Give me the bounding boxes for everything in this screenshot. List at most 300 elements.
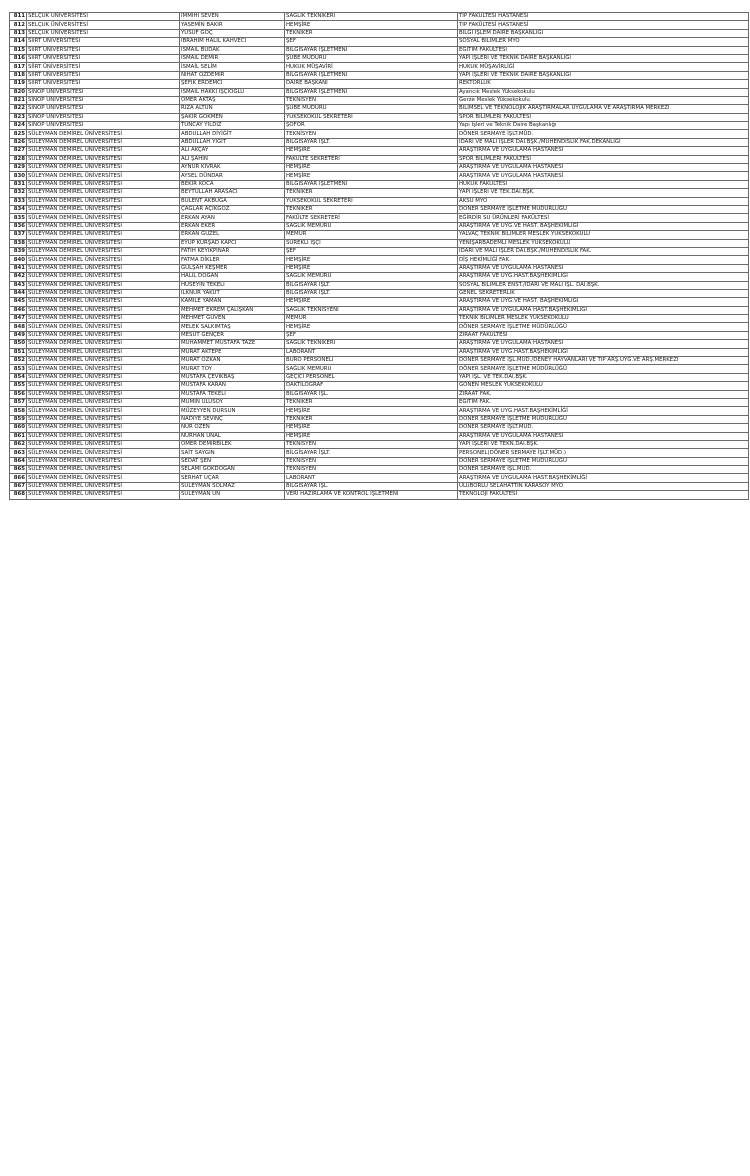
- title-cell: BİLGİSAYAR İŞLT.: [285, 449, 458, 457]
- table-row: [10, 88, 749, 96]
- university-cell: SELÇUK ÜNİVERSİTESİ: [27, 13, 180, 21]
- person-name-cell: SERHAT UÇAR: [180, 474, 285, 482]
- unit-cell: ARAŞTIRMA VE UYGULAMA HASTANESİ: [458, 432, 749, 440]
- unit-cell: EĞİRDİR SU ÜRÜNLERİ FAKÜLTESİ: [458, 214, 749, 222]
- title-cell: ŞOFÖR: [285, 122, 458, 130]
- table-body: [10, 13, 749, 500]
- table-row: [10, 281, 749, 289]
- row-number: 866: [10, 474, 27, 482]
- row-number: 850: [10, 340, 27, 348]
- table-row: [10, 105, 749, 113]
- unit-cell: SPOR BİLİMLERİ FAKÜLTESİ: [458, 113, 749, 121]
- unit-cell: ZİRAAT FAK.: [458, 390, 749, 398]
- university-cell: SÜLEYMAN DEMİREL ÜNİVERSİTESİ: [27, 323, 180, 331]
- title-cell: GEÇİCİ PERSONEL: [285, 373, 458, 381]
- row-number: 840: [10, 256, 27, 264]
- table-row: [10, 130, 749, 138]
- table-row: [10, 474, 749, 482]
- person-name-cell: İBRAHİM HALİL KAHVECİ: [180, 38, 285, 46]
- row-number: 831: [10, 180, 27, 188]
- unit-cell: Yapı İşleri ve Teknik Daire Başkanlığı: [458, 122, 749, 130]
- university-cell: SÜLEYMAN DEMİREL ÜNİVERSİTESİ: [27, 222, 180, 230]
- title-cell: FAKÜLTE SEKRETERİ: [285, 155, 458, 163]
- university-cell: SÜLEYMAN DEMİREL ÜNİVERSİTESİ: [27, 289, 180, 297]
- table-row: [10, 315, 749, 323]
- university-cell: SİNOP ÜNİVERSİTESİ: [27, 105, 180, 113]
- unit-cell: TEKNOLOJİ FAKÜLTESİ: [458, 491, 749, 499]
- person-name-cell: TUNCAY YILDIZ: [180, 122, 285, 130]
- row-number: 852: [10, 357, 27, 365]
- table-row: [10, 357, 749, 365]
- table-row: [10, 440, 749, 448]
- table-row: [10, 205, 749, 213]
- unit-cell: EĞİTİM FAKÜLTESİ: [458, 46, 749, 54]
- table-row: [10, 306, 749, 314]
- person-name-cell: MURAT ÖZKAN: [180, 357, 285, 365]
- table-row: [10, 273, 749, 281]
- university-cell: SÜLEYMAN DEMİREL ÜNİVERSİTESİ: [27, 382, 180, 390]
- row-number: 861: [10, 432, 27, 440]
- person-name-cell: MÜMİN ULUSOY: [180, 398, 285, 406]
- table-row: [10, 247, 749, 255]
- university-cell: SÜLEYMAN DEMİREL ÜNİVERSİTESİ: [27, 189, 180, 197]
- table-row: [10, 147, 749, 155]
- table-row: [10, 390, 749, 398]
- university-cell: SÜLEYMAN DEMİREL ÜNİVERSİTESİ: [27, 231, 180, 239]
- unit-cell: DÖNER SERMAYE İŞLETME MÜDÜRLÜĞÜ: [458, 457, 749, 465]
- table-row: [10, 13, 749, 21]
- university-cell: SÜLEYMAN DEMİREL ÜNİVERSİTESİ: [27, 138, 180, 146]
- university-cell: SÜLEYMAN DEMİREL ÜNİVERSİTESİ: [27, 398, 180, 406]
- row-number: 860: [10, 424, 27, 432]
- unit-cell: Ayancık Meslek Yüksekokulu: [458, 88, 749, 96]
- university-cell: SÜLEYMAN DEMİREL ÜNİVERSİTESİ: [27, 205, 180, 213]
- row-number: 857: [10, 398, 27, 406]
- unit-cell: EĞİTİM FAK.: [458, 398, 749, 406]
- person-name-cell: ÖMER AKTAŞ: [180, 96, 285, 104]
- unit-cell: ARAŞTIRMA VE UYGULAMA HASTANESİ: [458, 264, 749, 272]
- title-cell: LABORANT: [285, 348, 458, 356]
- unit-cell: PERSONEL(DÖNER SERMAYE İŞLT.MÜD.): [458, 449, 749, 457]
- unit-cell: YENİŞARBADEMLİ MESLEK YÜKSEKOKULU: [458, 239, 749, 247]
- university-cell: SÜLEYMAN DEMİREL ÜNİVERSİTESİ: [27, 197, 180, 205]
- person-name-cell: NİHAT ÖZDEMİR: [180, 71, 285, 79]
- row-number: 859: [10, 415, 27, 423]
- title-cell: MEMUR: [285, 315, 458, 323]
- unit-cell: YAPI İŞLERİ VE TEKNİK DAİRE BAŞKANLIĞI: [458, 54, 749, 62]
- person-name-cell: BEKİR KOCA: [180, 180, 285, 188]
- table-row: [10, 466, 749, 474]
- title-cell: TEKNİSYEN: [285, 130, 458, 138]
- unit-cell: YAPI İŞLERİ VE TEK.DAİ.BŞK.: [458, 189, 749, 197]
- university-cell: SÜLEYMAN DEMİREL ÜNİVERSİTESİ: [27, 457, 180, 465]
- person-name-cell: SELAMİ GÖKDOĞAN: [180, 466, 285, 474]
- table-row: [10, 264, 749, 272]
- person-name-cell: NADİYE SEVİNÇ: [180, 415, 285, 423]
- row-number: 822: [10, 105, 27, 113]
- row-number: 851: [10, 348, 27, 356]
- row-number: 867: [10, 482, 27, 490]
- university-cell: SÜLEYMAN DEMİREL ÜNİVERSİTESİ: [27, 130, 180, 138]
- title-cell: HEMŞİRE: [285, 172, 458, 180]
- person-name-cell: ERKAN AYAN: [180, 214, 285, 222]
- title-cell: BİLGİSAYAR İŞLETMENİ: [285, 180, 458, 188]
- person-name-cell: AYNUR KIVRAK: [180, 164, 285, 172]
- table-row: [10, 29, 749, 37]
- person-name-cell: FATİH KEYİKPINAR: [180, 247, 285, 255]
- unit-cell: BİLİMSEL VE TEKNOLOJİK ARAŞTIRMALAR UYGULAMA VE ARAŞTIRMA MERKEZİ: [458, 105, 749, 113]
- table-row: [10, 71, 749, 79]
- university-cell: SİNOP ÜNİVERSİTESİ: [27, 113, 180, 121]
- row-number: 811: [10, 13, 27, 21]
- unit-cell: DÖNER SERMAYE İŞLT.MÜD.: [458, 130, 749, 138]
- row-number: 853: [10, 365, 27, 373]
- person-name-cell: İSMAİL SELİM: [180, 63, 285, 71]
- title-cell: SAĞLIK MEMURU: [285, 222, 458, 230]
- title-cell: SAĞLIK TEKNİKERİ: [285, 340, 458, 348]
- university-cell: SÜLEYMAN DEMİREL ÜNİVERSİTESİ: [27, 315, 180, 323]
- title-cell: VERİ HAZIRLAMA VE KONTROL İŞLETMENİ: [285, 491, 458, 499]
- table-row: [10, 214, 749, 222]
- row-number: 863: [10, 449, 27, 457]
- title-cell: HEMŞİRE: [285, 164, 458, 172]
- person-name-cell: HALİL DOĞAN: [180, 273, 285, 281]
- university-cell: SÜLEYMAN DEMİREL ÜNİVERSİTESİ: [27, 474, 180, 482]
- table-row: [10, 180, 749, 188]
- person-name-cell: NUR ÖZEN: [180, 424, 285, 432]
- title-cell: TEKNİSYEN: [285, 457, 458, 465]
- title-cell: HEMŞİRE: [285, 323, 458, 331]
- title-cell: SAĞLIK MEMURU: [285, 365, 458, 373]
- row-number: 845: [10, 298, 27, 306]
- table-row: [10, 348, 749, 356]
- row-number: 856: [10, 390, 27, 398]
- university-cell: SÜLEYMAN DEMİREL ÜNİVERSİTESİ: [27, 449, 180, 457]
- table-row: [10, 80, 749, 88]
- unit-cell: GÖNEN MESLEK YÜKSEKOKULU: [458, 382, 749, 390]
- university-cell: SÜLEYMAN DEMİREL ÜNİVERSİTESİ: [27, 155, 180, 163]
- title-cell: ŞEF: [285, 331, 458, 339]
- person-name-cell: İMMİHİ SEVEN: [180, 13, 285, 21]
- university-cell: SÜLEYMAN DEMİREL ÜNİVERSİTESİ: [27, 247, 180, 255]
- university-cell: SİNOP ÜNİVERSİTESİ: [27, 122, 180, 130]
- unit-cell: DÖNER SERMAYE İŞL.MÜD./DENEY HAYVANLARI VE TIP ARŞ.UYG.VE ARŞ.MERKEZİ: [458, 357, 749, 365]
- unit-cell: DÖNER SERMAYE İŞLETME MÜDÜRLÜĞÜ: [458, 415, 749, 423]
- title-cell: YÜKSEKOKUL SEKRETERİ: [285, 197, 458, 205]
- table-row: [10, 407, 749, 415]
- title-cell: BİLGİSAYAR İŞLT.: [285, 281, 458, 289]
- university-cell: SÜLEYMAN DEMİREL ÜNİVERSİTESİ: [27, 440, 180, 448]
- person-name-cell: ŞEFİK ERDEMCİ: [180, 80, 285, 88]
- university-cell: SÜLEYMAN DEMİREL ÜNİVERSİTESİ: [27, 256, 180, 264]
- unit-cell: DÖNER SERMAYE İŞLETME MÜDÜRLÜĞÜ: [458, 205, 749, 213]
- person-name-cell: SÜLEYMAN SOLMAZ: [180, 482, 285, 490]
- title-cell: BİLGİSAYAR İŞLETMENİ: [285, 46, 458, 54]
- person-name-cell: MUSTAFA KARAN: [180, 382, 285, 390]
- row-number: 842: [10, 273, 27, 281]
- university-cell: SÜLEYMAN DEMİREL ÜNİVERSİTESİ: [27, 348, 180, 356]
- unit-cell: ARAŞTIRMA VE UYG.VE HAST. BAŞHEKİMLİĞİ: [458, 298, 749, 306]
- title-cell: BİLGİSAYAR İŞL.: [285, 390, 458, 398]
- title-cell: SAĞLIK TEKNİSYENİ: [285, 306, 458, 314]
- university-cell: SÜLEYMAN DEMİREL ÜNİVERSİTESİ: [27, 239, 180, 247]
- title-cell: HEMŞİRE: [285, 298, 458, 306]
- row-number: 848: [10, 323, 27, 331]
- person-name-cell: NURHAN ÜNAL: [180, 432, 285, 440]
- person-name-cell: İSMAİL HAKKI İŞÇİOĞLU: [180, 88, 285, 96]
- unit-cell: ARAŞTIRMA VE UYGULAMA HASTANESİ: [458, 164, 749, 172]
- unit-cell: ARAŞTIRMA VE UYGULAMA HAST.BAŞHEKİMLİĞİ: [458, 306, 749, 314]
- title-cell: BİLGİSAYAR İŞL.: [285, 482, 458, 490]
- person-name-cell: SEDAT ŞEN: [180, 457, 285, 465]
- table-row: [10, 331, 749, 339]
- unit-cell: DÖNER SERMAYE İŞLETME MÜDÜRLÜĞÜ: [458, 365, 749, 373]
- person-name-cell: YUSUF GÖÇ: [180, 29, 285, 37]
- row-number: 826: [10, 138, 27, 146]
- unit-cell: ARAŞTIRMA VE UYGULAMA HASTANESİ: [458, 340, 749, 348]
- row-number: 821: [10, 96, 27, 104]
- title-cell: BÜRO PERSONELİ: [285, 357, 458, 365]
- title-cell: BİLGİSAYAR İŞLETMENİ: [285, 88, 458, 96]
- title-cell: ŞUBE MÜDÜRÜ: [285, 105, 458, 113]
- person-name-cell: İLKNUR YAKUT: [180, 289, 285, 297]
- title-cell: HEMŞİRE: [285, 21, 458, 29]
- table-row: [10, 63, 749, 71]
- person-name-cell: AYSEL DÜNDAR: [180, 172, 285, 180]
- title-cell: TEKNİKER: [285, 189, 458, 197]
- title-cell: HEMŞİRE: [285, 407, 458, 415]
- unit-cell: HUKUK MÜŞAVİRLİĞİ: [458, 63, 749, 71]
- title-cell: ŞEF: [285, 38, 458, 46]
- unit-cell: İDARİ VE MALİ İŞLER DAİ.BŞK./MÜHENDİSLİK FAK.: [458, 247, 749, 255]
- unit-cell: ARAŞTIRMA VE UYG.HAST.BAŞHEKİMLİĞİ: [458, 273, 749, 281]
- row-number: 816: [10, 54, 27, 62]
- unit-cell: TEKNİK BİLİMLER MESLEK YÜKSEKOKULU: [458, 315, 749, 323]
- table-row: [10, 373, 749, 381]
- university-cell: SÜLEYMAN DEMİREL ÜNİVERSİTESİ: [27, 281, 180, 289]
- table-row: [10, 298, 749, 306]
- unit-cell: ULUBORLU SELAHATTİN KARASOY MYO: [458, 482, 749, 490]
- unit-cell: ZİRAAT FAKÜLTESİ: [458, 331, 749, 339]
- person-name-cell: KAMİLE YAMAN: [180, 298, 285, 306]
- person-name-cell: MUSTAFA ÇEVİKBAŞ: [180, 373, 285, 381]
- unit-cell: GENEL SEKRETERLİK: [458, 289, 749, 297]
- row-number: 841: [10, 264, 27, 272]
- table-row: [10, 155, 749, 163]
- university-cell: SÜLEYMAN DEMİREL ÜNİVERSİTESİ: [27, 491, 180, 499]
- person-name-cell: FATMA DİKLER: [180, 256, 285, 264]
- table-row: [10, 239, 749, 247]
- person-name-cell: İSMAİL DEMİR: [180, 54, 285, 62]
- title-cell: BİLGİSAYAR İŞLT.: [285, 289, 458, 297]
- university-cell: SİİRT ÜNİVERSİTESİ: [27, 80, 180, 88]
- title-cell: SAĞLIK MEMURU: [285, 273, 458, 281]
- person-name-cell: ÇAĞLAR AÇIKGÖZ: [180, 205, 285, 213]
- row-number: 830: [10, 172, 27, 180]
- title-cell: SAĞLIK TEKNİKERİ: [285, 13, 458, 21]
- row-number: 820: [10, 88, 27, 96]
- unit-cell: TIP FAKÜLTESİ HASTANESİ: [458, 21, 749, 29]
- title-cell: LABORANT: [285, 474, 458, 482]
- title-cell: SÜREKLİ İŞÇİ: [285, 239, 458, 247]
- title-cell: TEKNİKER: [285, 398, 458, 406]
- university-cell: SÜLEYMAN DEMİREL ÜNİVERSİTESİ: [27, 424, 180, 432]
- row-number: 839: [10, 247, 27, 255]
- unit-cell: SPOR BİLİMLERİ FAKÜLTESİ: [458, 155, 749, 163]
- title-cell: DAKTİLOGRAF: [285, 382, 458, 390]
- university-cell: SİİRT ÜNİVERSİTESİ: [27, 46, 180, 54]
- row-number: 837: [10, 231, 27, 239]
- title-cell: MEMUR: [285, 231, 458, 239]
- row-number: 827: [10, 147, 27, 155]
- row-number: 812: [10, 21, 27, 29]
- row-number: 819: [10, 80, 27, 88]
- unit-cell: İDARİ VE MALİ İŞLER DAİ.BŞK./MÜHENDİSLİK FAK.DEKANLIĞI: [458, 138, 749, 146]
- table-row: [10, 38, 749, 46]
- university-cell: SÜLEYMAN DEMİREL ÜNİVERSİTESİ: [27, 331, 180, 339]
- table-row: [10, 323, 749, 331]
- university-cell: SÜLEYMAN DEMİREL ÜNİVERSİTESİ: [27, 273, 180, 281]
- table-row: [10, 432, 749, 440]
- table-row: [10, 21, 749, 29]
- university-cell: SÜLEYMAN DEMİREL ÜNİVERSİTESİ: [27, 415, 180, 423]
- title-cell: TEKNİSYEN: [285, 440, 458, 448]
- unit-cell: ARAŞTIRMA VE UYG.HAST.BAŞHEKİMLİĞİ: [458, 407, 749, 415]
- table-row: [10, 256, 749, 264]
- row-number: 824: [10, 122, 27, 130]
- person-name-cell: MUSTAFA TEKELİ: [180, 390, 285, 398]
- person-name-cell: MELEK SALKIMTAŞ: [180, 323, 285, 331]
- row-number: 823: [10, 113, 27, 121]
- table-row: [10, 96, 749, 104]
- unit-cell: YALVAÇ TEKNİK BİLİMLER MESLEK YÜKSEKOKULU: [458, 231, 749, 239]
- unit-cell: SOSYAL BİLİMLER ENST./İDARİ VE MALİ İŞL. DAİ.BŞK.: [458, 281, 749, 289]
- row-number: 847: [10, 315, 27, 323]
- unit-cell: TIP FAKÜLTESİ HASTANESİ: [458, 13, 749, 21]
- row-number: 865: [10, 466, 27, 474]
- unit-cell: ARAŞTIRMA VE UYGULAMA HAST.BAŞHEKİMLİĞİ: [458, 474, 749, 482]
- unit-cell: Gerze Meslek Yüksekokulu: [458, 96, 749, 104]
- row-number: 858: [10, 407, 27, 415]
- university-cell: SÜLEYMAN DEMİREL ÜNİVERSİTESİ: [27, 482, 180, 490]
- title-cell: TEKNİKER: [285, 205, 458, 213]
- person-name-cell: MUHAMMET MUSTAFA TAZE: [180, 340, 285, 348]
- row-number: 832: [10, 189, 27, 197]
- row-number: 849: [10, 331, 27, 339]
- university-cell: SİİRT ÜNİVERSİTESİ: [27, 54, 180, 62]
- table-row: [10, 54, 749, 62]
- row-number: 844: [10, 289, 27, 297]
- table-row: [10, 365, 749, 373]
- table-row: [10, 138, 749, 146]
- table-row: [10, 164, 749, 172]
- university-cell: SÜLEYMAN DEMİREL ÜNİVERSİTESİ: [27, 407, 180, 415]
- row-number: 833: [10, 197, 27, 205]
- unit-cell: DÖNER SERMAYE İŞL.MÜD.: [458, 466, 749, 474]
- unit-cell: YAPI İŞLERİ VE TEKN.DAİ.BŞK.: [458, 440, 749, 448]
- row-number: 818: [10, 71, 27, 79]
- row-number: 868: [10, 491, 27, 499]
- university-cell: SÜLEYMAN DEMİREL ÜNİVERSİTESİ: [27, 357, 180, 365]
- table-row: [10, 172, 749, 180]
- university-cell: SÜLEYMAN DEMİREL ÜNİVERSİTESİ: [27, 432, 180, 440]
- unit-cell: SOSYAL BİLİMLER MYO: [458, 38, 749, 46]
- row-number: 836: [10, 222, 27, 230]
- university-cell: SÜLEYMAN DEMİREL ÜNİVERSİTESİ: [27, 147, 180, 155]
- table-row: [10, 122, 749, 130]
- university-cell: SİİRT ÜNİVERSİTESİ: [27, 63, 180, 71]
- unit-cell: REKTÖRLÜK: [458, 80, 749, 88]
- title-cell: HEMŞİRE: [285, 424, 458, 432]
- university-cell: SÜLEYMAN DEMİREL ÜNİVERSİTESİ: [27, 172, 180, 180]
- person-name-cell: İSMAİL BUDAK: [180, 46, 285, 54]
- row-number: 843: [10, 281, 27, 289]
- title-cell: FAKÜLTE SEKRETERİ: [285, 214, 458, 222]
- unit-cell: YAPI İŞL. VE TEK.DAİ.BŞK.: [458, 373, 749, 381]
- university-cell: SELÇUK ÜNİVERSİTESİ: [27, 29, 180, 37]
- university-cell: SÜLEYMAN DEMİREL ÜNİVERSİTESİ: [27, 373, 180, 381]
- table-row: [10, 398, 749, 406]
- row-number: 855: [10, 382, 27, 390]
- row-number: 815: [10, 46, 27, 54]
- university-cell: SÜLEYMAN DEMİREL ÜNİVERSİTESİ: [27, 365, 180, 373]
- university-cell: SÜLEYMAN DEMİREL ÜNİVERSİTESİ: [27, 298, 180, 306]
- row-number: 825: [10, 130, 27, 138]
- unit-cell: YAPI İŞLERİ VE TEKNİK DAİRE BAŞKANLIĞI: [458, 71, 749, 79]
- person-name-cell: GÜLŞAH KEŞMER: [180, 264, 285, 272]
- title-cell: YÜKSEKOKUL SEKRETERİ: [285, 113, 458, 121]
- university-cell: SÜLEYMAN DEMİREL ÜNİVERSİTESİ: [27, 390, 180, 398]
- row-number: 835: [10, 214, 27, 222]
- unit-cell: ARAŞTIRMA VE UYGULAMA HASTANESİ: [458, 147, 749, 155]
- university-cell: SÜLEYMAN DEMİREL ÜNİVERSİTESİ: [27, 340, 180, 348]
- title-cell: HUKUK MÜŞAVİRİ: [285, 63, 458, 71]
- table-row: [10, 491, 749, 499]
- table-row: [10, 382, 749, 390]
- row-number: 817: [10, 63, 27, 71]
- person-name-cell: ABDULLAH DİYİĞİT: [180, 130, 285, 138]
- title-cell: HEMŞİRE: [285, 256, 458, 264]
- person-name-cell: MURAT AKTEPE: [180, 348, 285, 356]
- person-name-cell: SÜLEYMAN ÜN: [180, 491, 285, 499]
- title-cell: TEKNİSYEN: [285, 466, 458, 474]
- person-name-cell: BÜLENT AKBUĞA: [180, 197, 285, 205]
- person-name-cell: ERKAN GÜZEL: [180, 231, 285, 239]
- university-cell: SİİRT ÜNİVERSİTESİ: [27, 38, 180, 46]
- title-cell: HEMŞİRE: [285, 147, 458, 155]
- title-cell: ŞUBE MÜDÜRÜ: [285, 54, 458, 62]
- title-cell: BİLGİSAYAR İŞLT.: [285, 138, 458, 146]
- personnel-table: [9, 12, 749, 500]
- person-name-cell: ALİ ŞAHİN: [180, 155, 285, 163]
- university-cell: SÜLEYMAN DEMİREL ÜNİVERSİTESİ: [27, 264, 180, 272]
- table-row: [10, 222, 749, 230]
- person-name-cell: YASEMİN BAKIR: [180, 21, 285, 29]
- title-cell: DAİRE BAŞKANI: [285, 80, 458, 88]
- title-cell: TEKNİSYEN: [285, 96, 458, 104]
- row-number: 846: [10, 306, 27, 314]
- person-name-cell: ERKAN EKER: [180, 222, 285, 230]
- unit-cell: DÖNER SERMAYE İŞLETME MÜDÜRLÜĞÜ: [458, 323, 749, 331]
- row-number: 828: [10, 155, 27, 163]
- unit-cell: ARAŞTIRMA VE UYG.HAST.BAŞHEKİMLİĞİ: [458, 348, 749, 356]
- university-cell: SÜLEYMAN DEMİREL ÜNİVERSİTESİ: [27, 180, 180, 188]
- person-name-cell: MEHMET EKREM ÇALIŞKAN: [180, 306, 285, 314]
- row-number: 813: [10, 29, 27, 37]
- university-cell: SÜLEYMAN DEMİREL ÜNİVERSİTESİ: [27, 164, 180, 172]
- title-cell: ŞEF: [285, 247, 458, 255]
- unit-cell: HUKUK FAKÜLTESİ: [458, 180, 749, 188]
